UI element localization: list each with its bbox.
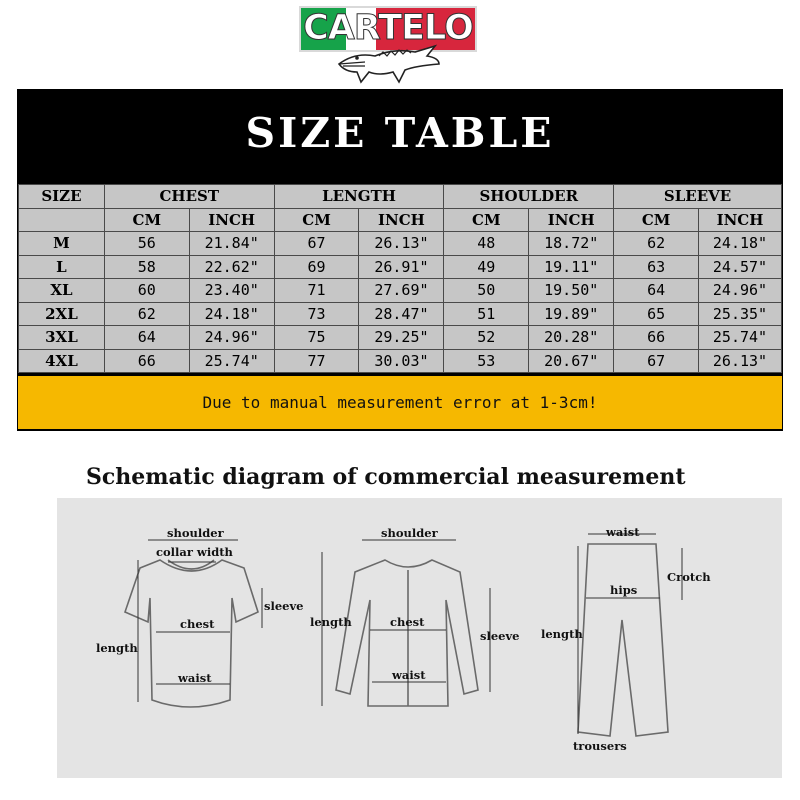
value-cell: 20.28" bbox=[529, 326, 614, 350]
unit-header: CM bbox=[274, 208, 359, 232]
value-cell: 24.18" bbox=[189, 302, 274, 326]
value-cell: 24.96" bbox=[699, 279, 782, 303]
value-cell: 26.91" bbox=[359, 255, 444, 279]
logo-text: CARTELO bbox=[303, 8, 473, 48]
tshirt-shoulder-label: shoulder bbox=[167, 526, 224, 540]
value-cell: 62 bbox=[614, 232, 699, 256]
value-cell: 51 bbox=[444, 302, 529, 326]
value-cell: 67 bbox=[274, 232, 359, 256]
value-cell: 63 bbox=[614, 255, 699, 279]
trousers-crotch-label: Crotch bbox=[667, 570, 711, 584]
size-cell: L bbox=[19, 255, 105, 279]
value-cell: 19.50" bbox=[529, 279, 614, 303]
value-cell: 22.62" bbox=[189, 255, 274, 279]
tshirt-chest-label: chest bbox=[180, 617, 215, 631]
value-cell: 77 bbox=[274, 349, 359, 373]
value-cell: 24.57" bbox=[699, 255, 782, 279]
value-cell: 26.13" bbox=[359, 232, 444, 256]
shirt-chest-label: chest bbox=[390, 615, 425, 629]
unit-header: INCH bbox=[699, 208, 782, 232]
unit-header: CM bbox=[614, 208, 699, 232]
value-cell: 25.35" bbox=[699, 302, 782, 326]
value-cell: 62 bbox=[104, 302, 189, 326]
tshirt-collar-label: collar width bbox=[156, 545, 233, 559]
shirt-sleeve-label: sleeve bbox=[480, 629, 520, 643]
value-cell: 48 bbox=[444, 232, 529, 256]
value-cell: 24.18" bbox=[699, 232, 782, 256]
value-cell: 69 bbox=[274, 255, 359, 279]
value-cell: 19.11" bbox=[529, 255, 614, 279]
trousers-waist-label: waist bbox=[606, 525, 640, 539]
size-cell: 3XL bbox=[19, 326, 105, 350]
trousers-caption: trousers bbox=[573, 739, 627, 753]
size-cell: XL bbox=[19, 279, 105, 303]
measurement-note: Due to manual measurement error at 1-3cm! bbox=[18, 376, 782, 429]
value-cell: 28.47" bbox=[359, 302, 444, 326]
value-cell: 27.69" bbox=[359, 279, 444, 303]
value-cell: 66 bbox=[614, 326, 699, 350]
size-cell: M bbox=[19, 232, 105, 256]
unit-header: INCH bbox=[189, 208, 274, 232]
value-cell: 21.84" bbox=[189, 232, 274, 256]
value-cell: 49 bbox=[444, 255, 529, 279]
value-cell: 18.72" bbox=[529, 232, 614, 256]
value-cell: 23.40" bbox=[189, 279, 274, 303]
value-cell: 25.74" bbox=[699, 326, 782, 350]
value-cell: 56 bbox=[104, 232, 189, 256]
diagram-title: Schematic diagram of commercial measurement bbox=[86, 464, 686, 490]
trousers-hips-label: hips bbox=[610, 583, 638, 597]
unit-header: INCH bbox=[359, 208, 444, 232]
header-length: LENGTH bbox=[274, 185, 444, 209]
value-cell: 73 bbox=[274, 302, 359, 326]
value-cell: 71 bbox=[274, 279, 359, 303]
value-cell: 67 bbox=[614, 349, 699, 373]
tshirt-length-label: length bbox=[96, 641, 138, 655]
shirt-waist-label: waist bbox=[392, 668, 426, 682]
unit-header: CM bbox=[104, 208, 189, 232]
value-cell: 19.89" bbox=[529, 302, 614, 326]
header-shoulder: SHOULDER bbox=[444, 185, 614, 209]
header-sleeve: SLEEVE bbox=[614, 185, 782, 209]
value-cell: 24.96" bbox=[189, 326, 274, 350]
size-table-title: SIZE TABLE bbox=[245, 109, 555, 157]
size-cell: 2XL bbox=[19, 302, 105, 326]
header-chest: CHEST bbox=[104, 185, 274, 209]
trousers-length-label: length bbox=[541, 627, 583, 641]
value-cell: 66 bbox=[104, 349, 189, 373]
trousers-figure bbox=[578, 544, 668, 736]
value-cell: 29.25" bbox=[359, 326, 444, 350]
value-cell: 64 bbox=[104, 326, 189, 350]
value-cell: 20.67" bbox=[529, 349, 614, 373]
value-cell: 58 bbox=[104, 255, 189, 279]
value-cell: 75 bbox=[274, 326, 359, 350]
shirt-length-label: length bbox=[310, 615, 352, 629]
unit-header: CM bbox=[444, 208, 529, 232]
tshirt-sleeve-label: sleeve bbox=[264, 599, 304, 613]
header-size: SIZE bbox=[19, 185, 105, 209]
value-cell: 25.74" bbox=[189, 349, 274, 373]
value-cell: 50 bbox=[444, 279, 529, 303]
value-cell: 60 bbox=[104, 279, 189, 303]
unit-header: INCH bbox=[529, 208, 614, 232]
value-cell: 64 bbox=[614, 279, 699, 303]
shirt-shoulder-label: shoulder bbox=[381, 526, 438, 540]
value-cell: 26.13" bbox=[699, 349, 782, 373]
value-cell: 53 bbox=[444, 349, 529, 373]
size-cell: 4XL bbox=[19, 349, 105, 373]
shirt-figure bbox=[336, 560, 478, 706]
value-cell: 52 bbox=[444, 326, 529, 350]
value-cell: 65 bbox=[614, 302, 699, 326]
value-cell: 30.03" bbox=[359, 349, 444, 373]
tshirt-waist-label: waist bbox=[178, 671, 212, 685]
